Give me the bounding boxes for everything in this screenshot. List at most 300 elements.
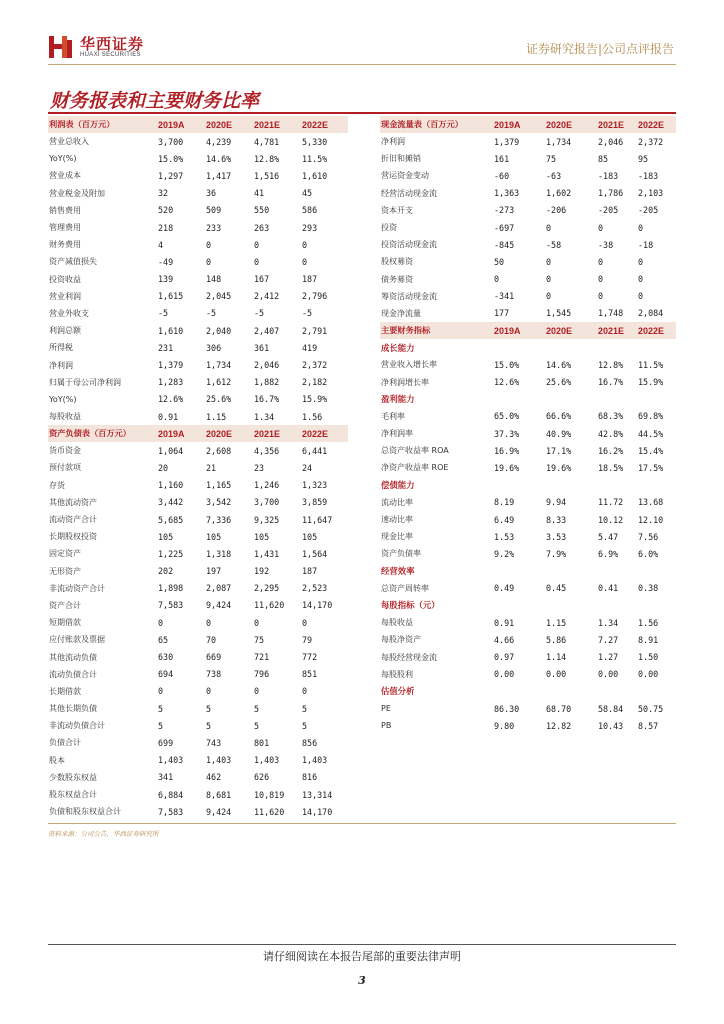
cell-value: 75 [546, 153, 557, 164]
cell-value [596, 391, 636, 408]
row-label: 长期借款 [49, 686, 81, 696]
cell-value: 5,685 [158, 514, 184, 525]
cell-value: 105 [206, 531, 222, 542]
cell-value: 851 [302, 669, 318, 680]
cell-value: 0 [158, 686, 164, 697]
cell-value [636, 683, 676, 700]
cell-value: 0 [302, 239, 308, 250]
row-label: 营业利润 [49, 291, 81, 301]
footer-divider [48, 944, 676, 945]
cell-value: 12.10 [638, 514, 664, 525]
cell-value: -206 [546, 205, 567, 216]
cell-value: -58 [546, 239, 562, 250]
cell-value: 25.6% [546, 377, 572, 388]
cell-value: 2022E [636, 116, 676, 133]
cell-value: 11.5% [638, 359, 664, 370]
table-row [48, 683, 348, 700]
cell-value: 0 [638, 222, 644, 233]
cell-value: 4 [158, 239, 164, 250]
cell-value: 50 [494, 256, 505, 267]
row-label: 每股指标（元） [381, 600, 440, 611]
table-row [380, 150, 676, 167]
category-row [380, 391, 676, 408]
cell-value: 2,040 [206, 325, 232, 336]
row-label: 估值分析 [381, 686, 415, 697]
cell-value: 2019A [492, 322, 544, 339]
table-row [48, 271, 348, 288]
row-label: 股本 [49, 755, 65, 765]
cell-value [544, 683, 596, 700]
table-header-row [48, 425, 348, 442]
cell-value: -38 [598, 239, 614, 250]
logo-chinese-name: 华西证券 [80, 35, 145, 53]
cell-value: 7.27 [598, 634, 619, 645]
cell-value: 1.34 [598, 617, 619, 628]
cell-value: 630 [158, 652, 174, 663]
cell-value: 1,283 [158, 377, 184, 388]
cell-value: 1,379 [494, 136, 520, 147]
cell-value [596, 563, 636, 580]
cell-value: 0 [598, 291, 604, 302]
cell-value: 0.45 [546, 583, 567, 594]
row-label: 成长能力 [381, 342, 415, 353]
cell-value: 1.34 [254, 411, 275, 422]
cell-value: 772 [302, 652, 318, 663]
cell-value: 9,424 [206, 600, 232, 611]
cell-value: 41 [254, 188, 265, 199]
cell-value [492, 597, 544, 614]
cell-value: 14.6% [546, 359, 572, 370]
cell-value: 1,431 [254, 548, 280, 559]
cell-value: 550 [254, 205, 270, 216]
header-divider [48, 64, 676, 65]
cell-value: 1,734 [546, 136, 572, 147]
row-label: 现金比率 [381, 532, 413, 542]
row-label: 折旧和摊销 [381, 154, 421, 164]
cell-value [492, 339, 544, 356]
cell-value: 20 [158, 462, 169, 473]
cell-value: 0 [638, 256, 644, 267]
row-label: 少数股东权益 [49, 772, 97, 782]
cell-value: 177 [494, 308, 510, 319]
row-label: 现金净流量 [381, 308, 421, 318]
cell-value: -183 [598, 170, 619, 181]
table-row [48, 528, 348, 545]
cell-value: 23 [254, 462, 265, 473]
cell-value: 2,182 [302, 377, 328, 388]
cell-value: 167 [254, 274, 270, 285]
cell-value: 0.38 [638, 583, 659, 594]
cell-value: 0 [494, 274, 500, 285]
row-label: 总资产周转率 [381, 583, 429, 593]
cell-value: 293 [302, 222, 318, 233]
cell-value: 2019A [156, 425, 204, 442]
cell-value: 1,615 [158, 291, 184, 302]
cell-value [492, 477, 544, 494]
cell-value: -5 [158, 308, 169, 319]
row-label: 营业外收支 [49, 308, 89, 318]
table-row [48, 717, 348, 734]
cell-value: -18 [638, 239, 654, 250]
table-header-row [48, 116, 348, 133]
row-label: 无形资产 [49, 566, 81, 576]
table-row [48, 322, 348, 339]
cell-value: 816 [302, 772, 318, 783]
cell-value: 2020E [204, 425, 252, 442]
cell-value: 0 [598, 222, 604, 233]
cell-value: -341 [494, 291, 515, 302]
cell-value: 218 [158, 222, 174, 233]
cell-value: 1.15 [546, 617, 567, 628]
cell-value: 626 [254, 772, 270, 783]
cell-value: 801 [254, 737, 270, 748]
cell-value: 721 [254, 652, 270, 663]
cell-value: -5 [254, 308, 265, 319]
cell-value: 10.43 [598, 720, 624, 731]
cell-value: 4,239 [206, 136, 232, 147]
cell-value: 2021E [596, 322, 636, 339]
row-label: 存货 [49, 480, 65, 490]
row-label: 长期股权投资 [49, 532, 97, 542]
cell-value: 16.7% [598, 377, 624, 388]
cell-value: 19.6% [546, 462, 572, 473]
row-label: 毛利率 [381, 411, 405, 421]
table-row [380, 356, 676, 373]
cell-value: 24 [302, 462, 313, 473]
table-row [48, 408, 348, 425]
cell-value: 6,884 [158, 789, 184, 800]
table-row [380, 133, 676, 150]
cell-value: 1,734 [206, 360, 232, 371]
cell-value: 2,046 [598, 136, 624, 147]
table-row [48, 803, 348, 820]
cell-value: 1,363 [494, 188, 520, 199]
table-row [380, 459, 676, 476]
table-row [48, 167, 348, 184]
cell-value: 19.6% [494, 462, 520, 473]
row-label: 其他流动资产 [49, 497, 97, 507]
cell-value: 15.9% [302, 394, 328, 405]
row-label: 现金流量表（百万元） [380, 116, 492, 133]
cell-value [544, 391, 596, 408]
table-row [48, 339, 348, 356]
cell-value: 231 [158, 342, 174, 353]
cell-value: 5 [206, 720, 212, 731]
cell-value: 12.6% [158, 394, 184, 405]
cell-value: 0 [302, 617, 308, 628]
cell-value: 462 [206, 772, 222, 783]
cell-value: 2020E [544, 322, 596, 339]
cell-value: 0 [254, 239, 260, 250]
cell-value: 2,523 [302, 583, 328, 594]
table-row [380, 219, 676, 236]
cell-value: 8.57 [638, 720, 659, 731]
cell-value: 1,602 [546, 188, 572, 199]
row-label: 资本开支 [381, 205, 413, 215]
table-row [48, 494, 348, 511]
table-row [380, 631, 676, 648]
table-row [48, 734, 348, 751]
cell-value: 419 [302, 342, 318, 353]
row-label: 流动负债合计 [49, 669, 97, 679]
category-row [380, 683, 676, 700]
cell-value: 2022E [300, 425, 348, 442]
cell-value: 12.82 [546, 720, 572, 731]
cell-value: 11,647 [302, 514, 333, 525]
cell-value: 2,791 [302, 325, 328, 336]
cell-value: 1,786 [598, 188, 624, 199]
cell-value: 8.19 [494, 497, 515, 508]
cell-value: 2,295 [254, 583, 280, 594]
row-label: 资产合计 [49, 600, 81, 610]
row-label: 流动比率 [381, 497, 413, 507]
table-row [48, 442, 348, 459]
table-row [380, 425, 676, 442]
row-label: 预付款项 [49, 463, 81, 473]
cell-value: 7,583 [158, 600, 184, 611]
cell-value: 0 [206, 686, 212, 697]
cell-value: 0 [254, 256, 260, 267]
table-row [48, 545, 348, 562]
row-label: 管理费用 [49, 223, 81, 233]
cell-value: 1.50 [638, 652, 659, 663]
cell-value: 7.56 [638, 531, 659, 542]
row-label: 每股股利 [381, 669, 413, 679]
cell-value: 2,103 [638, 188, 664, 199]
cell-value: 5 [254, 720, 260, 731]
table-row [380, 717, 676, 734]
cell-value: 1,516 [254, 170, 280, 181]
cell-value: 2021E [252, 425, 300, 442]
cell-value: 12.8% [598, 359, 624, 370]
cell-value: 4,356 [254, 445, 280, 456]
cell-value: 2020E [544, 116, 596, 133]
cell-value: 25.6% [206, 394, 232, 405]
cell-value: 17.5% [638, 462, 664, 473]
row-label: 每股收益 [49, 412, 81, 422]
cell-value: 1,612 [206, 377, 232, 388]
cell-value: 202 [158, 566, 174, 577]
cell-value: 9,325 [254, 514, 280, 525]
row-label: 其他长期负债 [49, 704, 97, 714]
row-label: YoY(%) [49, 394, 77, 404]
cell-value: 0 [598, 256, 604, 267]
cell-value: 5 [302, 720, 308, 731]
cell-value: 5 [206, 703, 212, 714]
cell-value: 79 [302, 634, 313, 645]
cell-value: 2,407 [254, 325, 280, 336]
cell-value: 0.00 [638, 669, 659, 680]
table-row [48, 288, 348, 305]
cell-value: 2,372 [302, 360, 328, 371]
cell-value [596, 683, 636, 700]
cell-value: 0 [546, 256, 552, 267]
row-label: 总资产收益率 ROA [381, 446, 449, 456]
cell-value: 699 [158, 737, 174, 748]
table-row [48, 580, 348, 597]
page-number: 3 [358, 974, 366, 987]
cell-value: 1,403 [254, 755, 280, 766]
table-row [48, 666, 348, 683]
cell-value: 1,898 [158, 583, 184, 594]
cell-value: 65.0% [494, 411, 520, 422]
row-label: 筹资活动现金流 [381, 291, 437, 301]
table-row [380, 408, 676, 425]
cell-value [636, 391, 676, 408]
cell-value: 95 [638, 153, 649, 164]
report-type-label: 证券研究报告|公司点评报告 [525, 42, 674, 56]
cell-value: 105 [302, 531, 318, 542]
cell-value [544, 339, 596, 356]
cell-value: -5 [302, 308, 313, 319]
table-bottom-divider [48, 823, 676, 824]
table-row [380, 528, 676, 545]
row-label: 投资活动现金流 [381, 240, 437, 250]
cell-value: 1,882 [254, 377, 280, 388]
cell-value: -273 [494, 205, 515, 216]
cell-value: 68.3% [598, 411, 624, 422]
table-row [380, 442, 676, 459]
row-label: 投资收益 [49, 274, 81, 284]
cell-value: 1,246 [254, 480, 280, 491]
table-row [380, 511, 676, 528]
cell-value: 2019A [492, 116, 544, 133]
table-row [48, 648, 348, 665]
cell-value: 12.6% [494, 377, 520, 388]
cell-value: 1,160 [158, 480, 184, 491]
row-label: 主要财务指标 [380, 322, 492, 339]
table-row [48, 150, 348, 167]
table-row [380, 167, 676, 184]
table-row [48, 511, 348, 528]
cashflow-ratios-table [380, 116, 676, 734]
row-label: 非流动负债合计 [49, 721, 105, 731]
cell-value: 1,545 [546, 308, 572, 319]
cell-value: 0 [546, 274, 552, 285]
cell-value: 14.6% [206, 153, 232, 164]
row-label: 利润表（百万元） [48, 116, 156, 133]
row-label: 资产减值损失 [49, 257, 97, 267]
table-row [380, 288, 676, 305]
cell-value: 2022E [300, 116, 348, 133]
table-row [380, 666, 676, 683]
cell-value: -5 [206, 308, 217, 319]
table-row [48, 614, 348, 631]
cell-value: -697 [494, 222, 515, 233]
source-note: 资料来源：公司公告，华西证券研究所 [48, 830, 159, 838]
cell-value: 263 [254, 222, 270, 233]
row-label: 营业总收入 [49, 137, 89, 147]
cell-value: 11.72 [598, 497, 624, 508]
cell-value: 0.91 [158, 411, 179, 422]
cell-value: 1,323 [302, 480, 328, 491]
cell-value: 9,424 [206, 806, 232, 817]
cell-value: 11.5% [302, 153, 328, 164]
cell-value: 187 [302, 566, 318, 577]
table-row [48, 752, 348, 769]
cell-value: 0 [638, 274, 644, 285]
table-row [48, 374, 348, 391]
income-balance-sheet-table [48, 116, 348, 820]
cell-value: 21 [206, 462, 217, 473]
cell-value: 0 [254, 617, 260, 628]
cell-value: 197 [206, 566, 222, 577]
table-row [48, 236, 348, 253]
table-row [48, 253, 348, 270]
cell-value: 6,441 [302, 445, 328, 456]
table-row [48, 631, 348, 648]
cell-value: 1,610 [302, 170, 328, 181]
cell-value: 1,064 [158, 445, 184, 456]
cell-value: 1,748 [598, 308, 624, 319]
cell-value: 7.9% [546, 548, 567, 559]
cell-value: 341 [158, 772, 174, 783]
cell-value: 2021E [252, 116, 300, 133]
row-label: YoY(%) [49, 154, 77, 164]
cell-value [636, 477, 676, 494]
table-header-row [380, 322, 676, 339]
row-label: 利润总额 [49, 326, 81, 336]
cell-value: 2,372 [638, 136, 664, 147]
cell-value: 14,170 [302, 806, 333, 817]
row-label: 经营效率 [381, 566, 415, 577]
cell-value [492, 563, 544, 580]
cell-value: 10.12 [598, 514, 624, 525]
cell-value: 12.8% [254, 153, 280, 164]
row-label: 每股经营现金流 [381, 652, 437, 662]
row-label: 营运资金变动 [381, 171, 429, 181]
cell-value: 5 [158, 703, 164, 714]
cell-value: 15.0% [158, 153, 184, 164]
row-label: 负债和股东权益合计 [49, 807, 121, 817]
table-row [380, 236, 676, 253]
cell-value: 0 [546, 291, 552, 302]
row-label: 股权募资 [381, 257, 413, 267]
footer-disclaimer: 请仔细阅读在本报告尾部的重要法律声明 [263, 950, 461, 963]
table-row [48, 563, 348, 580]
table-row [380, 700, 676, 717]
cell-value: 694 [158, 669, 174, 680]
cell-value [636, 597, 676, 614]
table-row [48, 700, 348, 717]
row-label: 营业收入增长率 [381, 360, 437, 370]
cell-value: 1,610 [158, 325, 184, 336]
cell-value: 0 [206, 617, 212, 628]
category-row [380, 597, 676, 614]
cell-value: 2021E [596, 116, 636, 133]
cell-value: 44.5% [638, 428, 664, 439]
cell-value [544, 597, 596, 614]
cell-value: 1,165 [206, 480, 232, 491]
cell-value: 4.66 [494, 634, 515, 645]
cell-value: 1,225 [158, 548, 184, 559]
table-row [380, 185, 676, 202]
cell-value: 45 [302, 188, 313, 199]
cell-value: 9.80 [494, 720, 515, 731]
cell-value: 2,608 [206, 445, 232, 456]
cell-value: 69.8% [638, 411, 664, 422]
cell-value: 669 [206, 652, 222, 663]
cell-value: 0.97 [494, 652, 515, 663]
cell-value: 0 [206, 239, 212, 250]
cell-value: 6.0% [638, 548, 659, 559]
cell-value: 8.33 [546, 514, 567, 525]
cell-value: 2019A [156, 116, 204, 133]
cell-value [596, 597, 636, 614]
cell-value: 8.91 [638, 634, 659, 645]
cell-value: -49 [158, 256, 174, 267]
table-row [48, 133, 348, 150]
